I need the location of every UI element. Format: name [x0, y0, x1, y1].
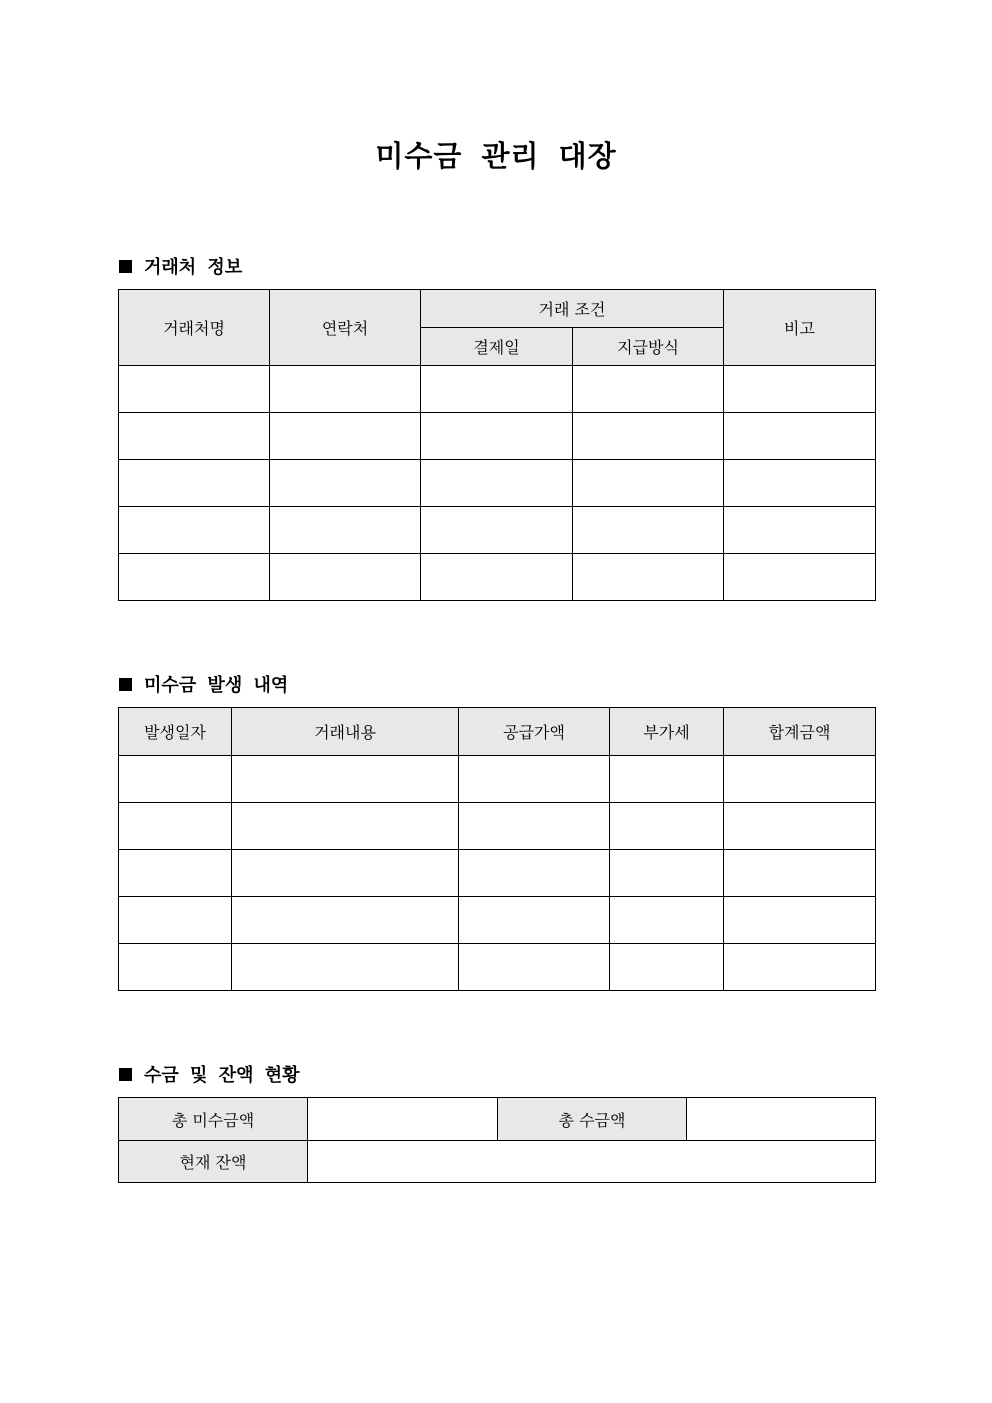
payment-method-cell[interactable]	[573, 366, 724, 413]
payment-date-cell[interactable]	[421, 460, 573, 507]
header-transaction-details: 거래내용	[232, 708, 459, 756]
payment-method-cell[interactable]	[573, 507, 724, 554]
total-amount-cell[interactable]	[724, 850, 876, 897]
header-contact: 연락처	[270, 290, 421, 366]
remarks-cell[interactable]	[724, 507, 876, 554]
table-row	[119, 897, 876, 944]
total-amount-cell[interactable]	[724, 803, 876, 850]
remarks-cell[interactable]	[724, 460, 876, 507]
supply-amount-cell[interactable]	[459, 803, 610, 850]
total-amount-cell[interactable]	[724, 756, 876, 803]
header-supply-amount: 공급가액	[459, 708, 610, 756]
table-row	[119, 756, 876, 803]
remarks-cell[interactable]	[724, 554, 876, 601]
table-row	[119, 507, 876, 554]
client-name-cell[interactable]	[119, 507, 270, 554]
occurrence-date-cell[interactable]	[119, 850, 232, 897]
client-name-cell[interactable]	[119, 554, 270, 601]
collection-status-heading	[119, 1061, 300, 1087]
vat-cell[interactable]	[610, 756, 724, 803]
client-name-cell[interactable]	[119, 366, 270, 413]
table-row	[119, 366, 876, 413]
receivable-history-table	[118, 707, 876, 991]
transaction-details-cell[interactable]	[232, 850, 459, 897]
document-title: 미수금 관리 대장	[375, 139, 617, 173]
vat-cell[interactable]	[610, 850, 724, 897]
payment-method-cell[interactable]	[573, 554, 724, 601]
occurrence-date-cell[interactable]	[119, 944, 232, 991]
client-name-cell[interactable]	[119, 413, 270, 460]
transaction-details-cell[interactable]	[232, 944, 459, 991]
header-total-amount: 합계금액	[724, 708, 876, 756]
square-bullet-icon	[119, 260, 132, 273]
remarks-cell[interactable]	[724, 413, 876, 460]
payment-date-cell[interactable]	[421, 366, 573, 413]
total-amount-cell[interactable]	[724, 944, 876, 991]
header-trade-terms: 거래 조건	[421, 290, 724, 328]
vat-cell[interactable]	[610, 803, 724, 850]
client-info-table	[118, 289, 876, 601]
contact-cell[interactable]	[270, 460, 421, 507]
contact-cell[interactable]	[270, 554, 421, 601]
contact-cell[interactable]	[270, 413, 421, 460]
supply-amount-cell[interactable]	[459, 944, 610, 991]
payment-date-cell[interactable]	[421, 413, 573, 460]
payment-date-cell[interactable]	[421, 554, 573, 601]
transaction-details-cell[interactable]	[232, 756, 459, 803]
square-bullet-icon	[119, 678, 132, 691]
remarks-cell[interactable]	[724, 366, 876, 413]
square-bullet-icon	[119, 1068, 132, 1081]
receivable-history-heading	[119, 671, 288, 697]
payment-date-cell[interactable]	[421, 507, 573, 554]
table-row	[119, 413, 876, 460]
header-payment-date: 결제일	[421, 328, 573, 366]
table-row	[119, 460, 876, 507]
header-remarks: 비고	[724, 290, 876, 366]
table-row	[119, 554, 876, 601]
current-balance-value[interactable]	[308, 1141, 876, 1183]
header-client-name: 거래처명	[119, 290, 270, 366]
header-vat: 부가세	[610, 708, 724, 756]
total-amount-cell[interactable]	[724, 897, 876, 944]
receivable-history-heading-text: 미수금 발생 내역	[144, 675, 289, 696]
transaction-details-cell[interactable]	[232, 803, 459, 850]
occurrence-date-cell[interactable]	[119, 897, 232, 944]
current-balance-label: 현재 잔액	[119, 1141, 308, 1183]
occurrence-date-cell[interactable]	[119, 756, 232, 803]
client-name-cell[interactable]	[119, 460, 270, 507]
supply-amount-cell[interactable]	[459, 850, 610, 897]
header-payment-method: 지급방식	[573, 328, 724, 366]
total-collected-value[interactable]	[687, 1098, 876, 1141]
transaction-details-cell[interactable]	[232, 897, 459, 944]
payment-method-cell[interactable]	[573, 460, 724, 507]
supply-amount-cell[interactable]	[459, 897, 610, 944]
supply-amount-cell[interactable]	[459, 756, 610, 803]
header-occurrence-date: 발생일자	[119, 708, 232, 756]
vat-cell[interactable]	[610, 944, 724, 991]
table-row	[119, 850, 876, 897]
vat-cell[interactable]	[610, 897, 724, 944]
total-receivable-value[interactable]	[308, 1098, 498, 1141]
contact-cell[interactable]	[270, 507, 421, 554]
collection-status-heading-text: 수금 및 잔액 현황	[144, 1065, 300, 1086]
client-info-heading-text: 거래처 정보	[144, 257, 243, 278]
total-collected-label: 총 수금액	[498, 1098, 687, 1141]
contact-cell[interactable]	[270, 366, 421, 413]
total-receivable-label: 총 미수금액	[119, 1098, 308, 1141]
table-row	[119, 944, 876, 991]
table-row	[119, 803, 876, 850]
collection-status-table	[118, 1097, 876, 1183]
client-info-heading	[119, 253, 242, 279]
occurrence-date-cell[interactable]	[119, 803, 232, 850]
payment-method-cell[interactable]	[573, 413, 724, 460]
